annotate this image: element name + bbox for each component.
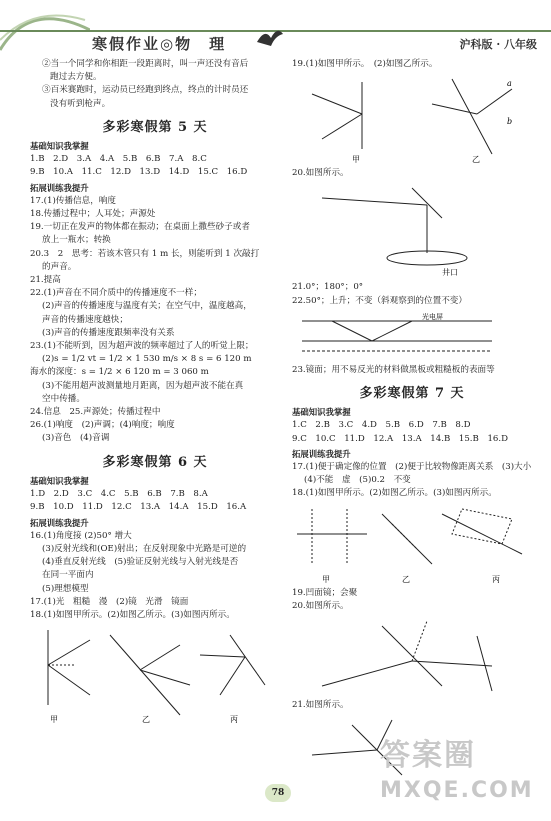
answer-line: (3)音色 (4)音调 xyxy=(42,433,110,444)
figure-label: 丙 xyxy=(492,574,500,584)
figure-label: 乙 xyxy=(402,574,410,584)
day7-q20-figure xyxy=(292,616,532,696)
header-edition: 沪科版 · 八年级 xyxy=(459,38,537,51)
answer-line: 9.B 10.A 11.C 12.D 13.D 14.D 15.C 16.D xyxy=(30,167,248,178)
answer-line: 22.(1)声音在不同介质中的传播速度不一样； xyxy=(30,288,202,299)
answer-line: (3)声音的传播速度跟频率没有关系 xyxy=(42,327,175,338)
answer-line: 20.如图所示。 xyxy=(292,600,349,611)
answer-line: 海水的深度：s = 1/2 × 6 120 m = 3 060 m xyxy=(30,367,209,378)
figure-text: b xyxy=(507,117,513,127)
answer-line: (3)不能用超声波测量地月距离，因为超声波不能在真 xyxy=(42,380,244,391)
answer-line: 放上一瓶水；转换 xyxy=(42,235,111,246)
figure-label: 甲 xyxy=(50,715,58,725)
answer-line: 21.提高 xyxy=(30,275,61,286)
watermark-logo: 答案圈 xyxy=(380,738,476,773)
header-decoration-icon xyxy=(0,0,90,56)
answer-line: (2)s = 1/2 vt = 1/2 × 1 530 m/s × 8 s = 6 120 m xyxy=(42,354,252,365)
answer-line: 17.(1)传播信息，响度 xyxy=(30,195,116,206)
figure-jia xyxy=(312,82,362,149)
day6-ext-heading: 拓展训练我提升 xyxy=(30,517,89,528)
answer-line: 16.(1)角度接 (2)50° 增大 xyxy=(30,530,132,541)
page-header xyxy=(0,0,551,56)
day6-title: 多彩寒假第 6 天 xyxy=(102,454,208,470)
answer-line: 23.镜面；用不易反光的材料做黑板或粗糙板的表面等 xyxy=(292,364,495,375)
answer-line: 9.B 10.D 11.D 12.C 13.A 14.A 15.D 16.A xyxy=(30,502,247,513)
answer-line: 18.传播过程中；人耳处；声源处 xyxy=(30,209,156,220)
bird-icon xyxy=(255,24,285,50)
text-line: 跑过去方便。 xyxy=(50,72,102,83)
day6-q18-figures xyxy=(30,625,270,725)
answer-line: 17.(1)便于确定像的位置 (2)便于比较物像距离关系 (3)大小 xyxy=(292,462,532,473)
answer-line: 23.(1)不能听到，因为超声波的频率超过了人的听觉上限； xyxy=(30,341,254,352)
figure-bing xyxy=(200,635,265,695)
answer-line: 17.(1)光 粗糙 漫 (2)镜 光滑 镜面 xyxy=(30,596,189,607)
answer-line: 19.一切正在发声的物体都在振动；在桌面上撒些砂子或者 xyxy=(30,222,250,233)
page-number: 78 xyxy=(265,784,291,802)
answer-line: 20.如图所示。 xyxy=(292,168,349,179)
figure-text: a xyxy=(507,79,512,89)
q19-figures xyxy=(292,74,532,164)
q20-figure xyxy=(292,183,532,278)
answer-line: 在同一平面内 xyxy=(42,570,94,581)
day7-title: 多彩寒假第 7 天 xyxy=(359,386,465,402)
figure-yi xyxy=(110,635,190,715)
figure-label: 甲 xyxy=(322,574,330,584)
figure-jia xyxy=(48,630,90,705)
answer-line: (4)垂直反射光线 (5)验证反射光线与入射光线是否 xyxy=(42,557,239,568)
answer-line: 24.信息 25.声源处；传播过程中 xyxy=(30,407,161,418)
answer-line: (5)理想模型 xyxy=(42,583,89,594)
answer-line: 21.如图所示。 xyxy=(292,700,349,711)
laser-label: 光电屏 xyxy=(422,312,443,321)
answer-line: 1.B 2.D 3.A 4.A 5.B 6.B 7.A 8.C xyxy=(30,154,207,165)
day7-q18-figures xyxy=(292,504,532,584)
answer-line: 19.凹面镜；会聚 xyxy=(292,587,358,598)
answer-line: (2)声音的传播速度与温度有关；在空气中，温度越高， xyxy=(42,301,252,312)
answer-line: 1.D 2.D 3.C 4.C 5.B 6.B 7.B 8.A xyxy=(30,489,208,500)
answer-line: (4)不能 虚 (5)0.2 不变 xyxy=(304,475,411,486)
answer-line: 空中传播。 xyxy=(42,393,85,404)
answer-line: 的声音。 xyxy=(42,261,77,272)
figure-label: 乙 xyxy=(472,155,480,165)
text-line: 没有听到枪声。 xyxy=(50,98,111,109)
answer-line: 18.(1)如图甲所示。(2)如图乙所示。(3)如图丙所示。 xyxy=(30,609,235,620)
day5-basic-heading: 基础知识我掌握 xyxy=(30,141,89,152)
answer-line: 1.C 2.B 3.C 4.D 5.B 6.D 7.B 8.D xyxy=(292,420,471,431)
day5-title: 多彩寒假第 5 天 xyxy=(102,119,208,135)
day6-basic-heading: 基础知识我掌握 xyxy=(30,475,89,486)
day5-ext-heading: 拓展训练我提升 xyxy=(30,182,89,193)
answer-line: 21.0°；180°；0° xyxy=(292,282,364,293)
figure-label: 乙 xyxy=(142,715,150,725)
answer-line: (3)反射光线和(OE)射出；在反射现象中光路是可逆的 xyxy=(42,543,247,554)
right-column xyxy=(292,58,532,788)
answer-line: 9.C 10.C 11.D 12.A 13.A 14.B 15.B 16.D xyxy=(292,433,508,444)
well-label: 井口 xyxy=(442,268,458,278)
answer-line: 26.(1)响度 (2)声调；(4)响度；响度 xyxy=(30,420,175,431)
day7-ext-heading: 拓展训练我提升 xyxy=(292,448,351,459)
figure-yi xyxy=(432,79,512,154)
header-title: 寒假作业◎物 理 xyxy=(92,35,227,53)
answer-line: 声音的传播速度越快； xyxy=(42,314,128,325)
figure-label: 甲 xyxy=(352,155,360,165)
answer-line: 20.3 2 思考：若该木管只有 1 m 长，则能听到 1 次敲打 xyxy=(30,248,260,259)
q22-figure xyxy=(292,311,532,361)
answer-line: 19.(1)如图甲所示。 (2)如图乙所示。 xyxy=(292,59,438,69)
answer-line: 18.(1)如图甲所示。(2)如图乙所示。(3)如图丙所示。 xyxy=(292,488,497,499)
day7-basic-heading: 基础知识我掌握 xyxy=(292,407,351,418)
text-line: ③百米赛跑时，运动员已经跑到终点，终点的计时员还 xyxy=(42,85,249,96)
left-column xyxy=(30,58,280,728)
watermark-url: MXQE.COM xyxy=(380,778,534,803)
text-line: ②当一个同学和你相距一段距离时，叫一声还没有音后 xyxy=(42,59,249,69)
figure-label: 丙 xyxy=(230,715,238,725)
answer-line: 22.50°；上升；不变（斜观察到的位置不变） xyxy=(292,295,467,306)
